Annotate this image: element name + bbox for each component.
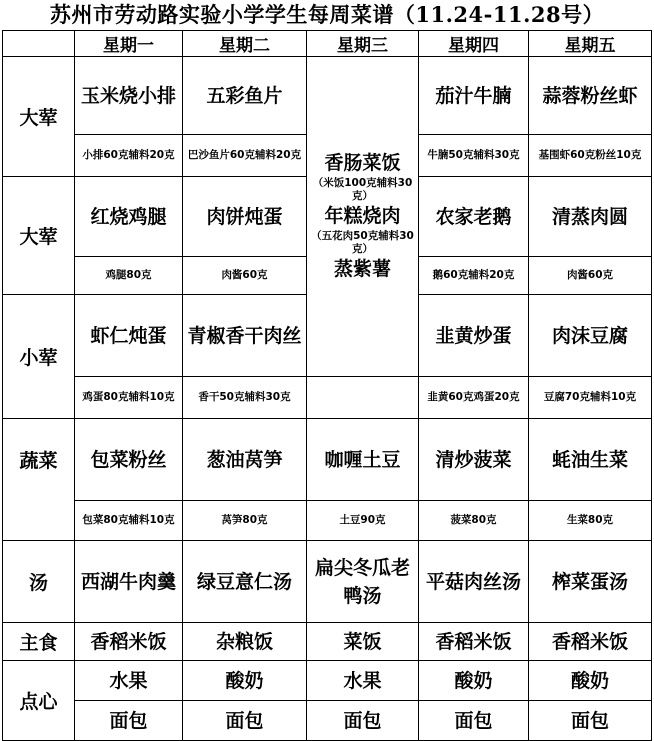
dish-cell: 榨菜蛋汤 xyxy=(529,541,652,623)
dish-cell: 香稻米饭 xyxy=(419,623,529,661)
category-label: 蔬菜 xyxy=(3,419,75,501)
category-label: 主食 xyxy=(3,623,75,661)
category-label: 小荤 xyxy=(3,295,75,419)
note-cell: 基围虾60克粉丝10克 xyxy=(529,135,652,177)
dish-cell: 清蒸肉圆 xyxy=(529,177,652,257)
dish-cell: 五彩鱼片 xyxy=(183,57,307,135)
day-header-fri: 星期五 xyxy=(529,31,652,57)
dish-cell: 玉米烧小排 xyxy=(75,57,183,135)
note-cell: 鸡蛋80克辅料10克 xyxy=(75,377,183,419)
empty-category-cell xyxy=(3,501,75,541)
note-cell: 牛腩50克辅料30克 xyxy=(419,135,529,177)
dish-cell: 平菇肉丝汤 xyxy=(419,541,529,623)
wednesday-merged-cell xyxy=(307,57,419,377)
dish-cell: 葱油莴笋 xyxy=(183,419,307,501)
note-cell: 小排60克辅料20克 xyxy=(75,135,183,177)
dish-cell: 杂粮饭 xyxy=(183,623,307,661)
dish-cell: 西湖牛肉羹 xyxy=(75,541,183,623)
page-title: 苏州市劳动路实验小学学生每周菜谱（11.24-11.28号） xyxy=(49,2,605,27)
dish-cell: 农家老鹅 xyxy=(419,177,529,257)
note-cell: 韭黄60克鸡蛋20克 xyxy=(419,377,529,419)
category-label: 大荤 xyxy=(3,57,75,177)
dish-note: （五花肉50克辅料30克） xyxy=(311,230,414,255)
note-cell: 包菜80克辅料10克 xyxy=(75,501,183,541)
dianxin-row-2 xyxy=(3,701,652,741)
day-header-tue: 星期二 xyxy=(183,31,307,57)
note-cell: 肉酱60克 xyxy=(529,257,652,295)
note-cell: 豆腐70克辅料10克 xyxy=(529,377,652,419)
note-cell: 土豆90克 xyxy=(307,501,419,541)
dish-cell: 水果 xyxy=(307,661,419,701)
day-header-mon: 星期一 xyxy=(75,31,183,57)
note-cell: 巴沙鱼片60克辅料20克 xyxy=(183,135,307,177)
note-cell: 生菜80克 xyxy=(529,501,652,541)
header-row xyxy=(3,31,652,57)
dish-cell: 面包 xyxy=(419,701,529,741)
note-cell: 鹅60克辅料20克 xyxy=(419,257,529,295)
dish-cell: 红烧鸡腿 xyxy=(75,177,183,257)
dish-note: （米饭100克辅料30克） xyxy=(312,177,413,202)
dish-cell: 酸奶 xyxy=(183,661,307,701)
note-cell: 香干50克辅料30克 xyxy=(183,377,307,419)
note-cell: 肉酱60克 xyxy=(183,257,307,295)
category-label: 点心 xyxy=(3,661,75,741)
dish-cell: 菜饭 xyxy=(307,623,419,661)
dish-cell: 面包 xyxy=(529,701,652,741)
empty-note-cell xyxy=(307,377,419,419)
category-label: 汤 xyxy=(3,541,75,623)
dish-name: 香肠菜饭 xyxy=(324,152,401,174)
dish-name: 蒸紫薯 xyxy=(333,258,391,280)
dish-cell: 水果 xyxy=(75,661,183,701)
xiaohun-note-row xyxy=(3,377,652,419)
note-cell: 鸡腿80克 xyxy=(75,257,183,295)
dianxin-row-1 xyxy=(3,661,652,701)
tang-row xyxy=(3,541,652,623)
dish-cell: 包菜粉丝 xyxy=(75,419,183,501)
dish-name: 年糕烧肉 xyxy=(324,205,401,227)
dish-cell: 咖喱土豆 xyxy=(307,419,419,501)
note-cell: 莴笋80克 xyxy=(183,501,307,541)
dish-cell: 青椒香干肉丝 xyxy=(183,295,307,377)
dish-cell: 肉沫豆腐 xyxy=(529,295,652,377)
dish-cell: 香稻米饭 xyxy=(529,623,652,661)
dish-cell: 肉饼炖蛋 xyxy=(183,177,307,257)
dish-cell: 清炒菠菜 xyxy=(419,419,529,501)
dish-cell: 茄汁牛腩 xyxy=(419,57,529,135)
shucai-note-row xyxy=(3,501,652,541)
dahun1-dish-row xyxy=(3,57,652,135)
dish-cell: 面包 xyxy=(75,701,183,741)
corner-cell xyxy=(3,31,75,57)
dish-cell: 酸奶 xyxy=(529,661,652,701)
day-header-thu: 星期四 xyxy=(419,31,529,57)
dish-cell: 虾仁炖蛋 xyxy=(75,295,183,377)
dish-cell: 酸奶 xyxy=(419,661,529,701)
dish-cell: 扁尖冬瓜老鸭汤 xyxy=(307,541,419,623)
dish-cell: 蒜蓉粉丝虾 xyxy=(529,57,652,135)
dish-cell: 面包 xyxy=(307,701,419,741)
category-label: 大荤 xyxy=(3,177,75,295)
dish-cell: 香稻米饭 xyxy=(75,623,183,661)
dish-cell: 蚝油生菜 xyxy=(529,419,652,501)
dish-cell: 面包 xyxy=(183,701,307,741)
shucai-dish-row xyxy=(3,419,652,501)
dish-cell: 韭黄炒蛋 xyxy=(419,295,529,377)
day-header-wed: 星期三 xyxy=(307,31,419,57)
note-cell: 菠菜80克 xyxy=(419,501,529,541)
zhushi-row xyxy=(3,623,652,661)
dish-cell: 绿豆意仁汤 xyxy=(183,541,307,623)
weekly-menu-table xyxy=(2,30,652,741)
